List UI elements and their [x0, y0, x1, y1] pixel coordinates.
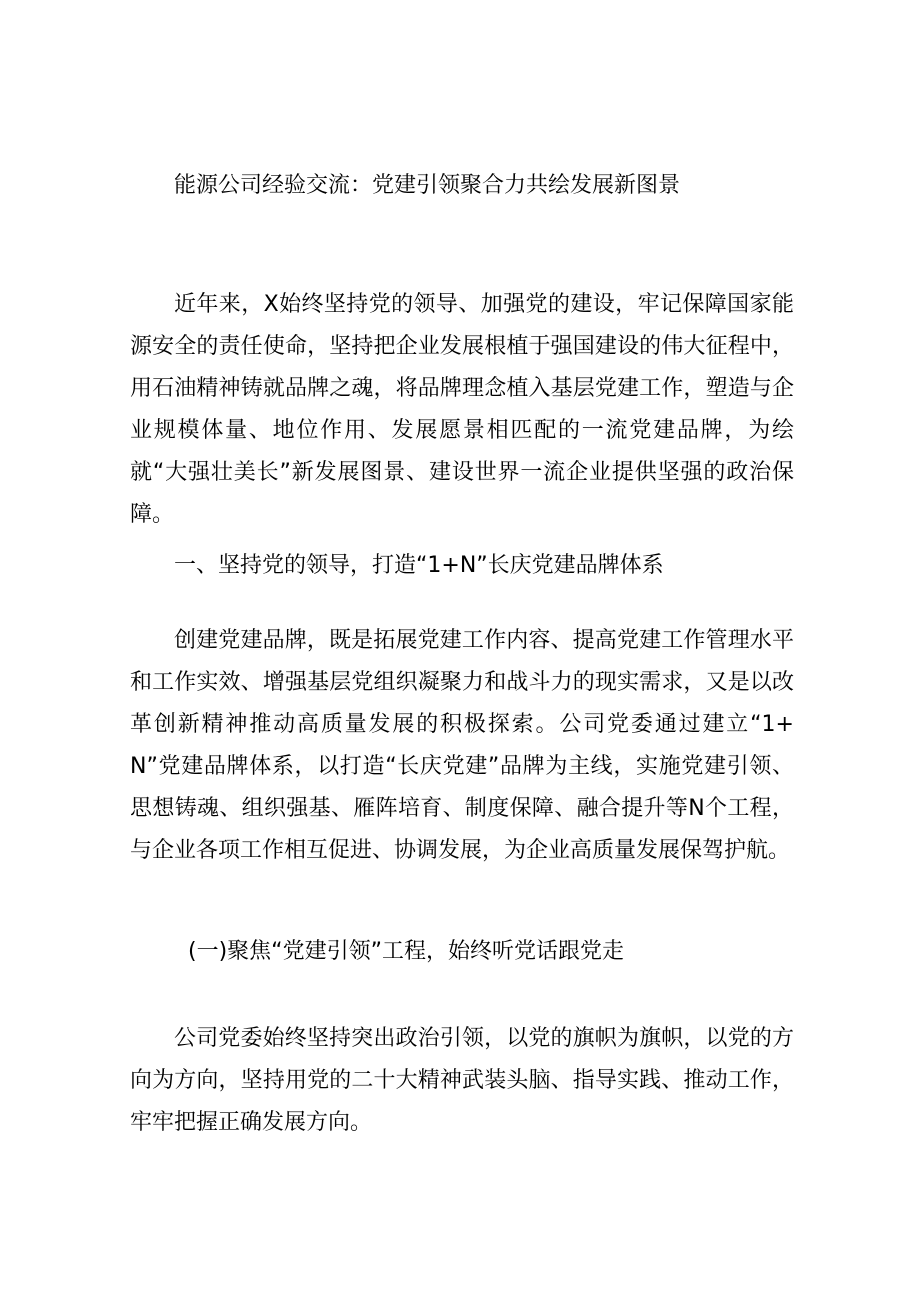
subsection-heading-1: (一)聚焦“党建引领”工程，始终听党话跟党走 [188, 939, 624, 964]
section-1-paragraph: 创建党建品牌，既是拓展党建工作内容、提高党建工作管理水平和工作实效、增强基层党组织凝聚力和战斗力的现实需求，又是以改革创新精神推动高质量发展的积极探索。公司党委通过建立“1+N”党建品牌体系，以打造“长庆党建”品牌为主线，实施党建引领、思想铸魂、组织强基、雁阵培育、制度保障、融合提升等N个工程，与企业各项工作相互促进、协调发展，为企业高质量发展保驾护航。 [130, 628, 794, 863]
subsection-1-paragraph: 公司党委始终坚持突出政治引领，以党的旗帜为旗帜，以党的方向为方向，坚持用党的二十大精神武装头脑、指导实践、推动工作，牢牢把握正确发展方向。 [130, 1026, 794, 1135]
intro-paragraph: 近年来，X始终坚持党的领导、加强党的建设，牢记保障国家能源安全的责任使命，坚持把企业发展根植于强国建设的伟大征程中，用石油精神铸就品牌之魂，将品牌理念植入基层党建工作，塑造与企业规模体量、地位作用、发展愿景相匹配的一流党建品牌，为绘就“大强壮美长”新发展图景、建设世界一流企业提供坚强的政治保障。 [130, 292, 794, 527]
document-title: 能源公司经验交流：党建引领聚合力共绘发展新图景 [174, 173, 681, 198]
section-heading-1: 一、坚持党的领导，打造“1+N”长庆党建品牌体系 [174, 553, 664, 578]
